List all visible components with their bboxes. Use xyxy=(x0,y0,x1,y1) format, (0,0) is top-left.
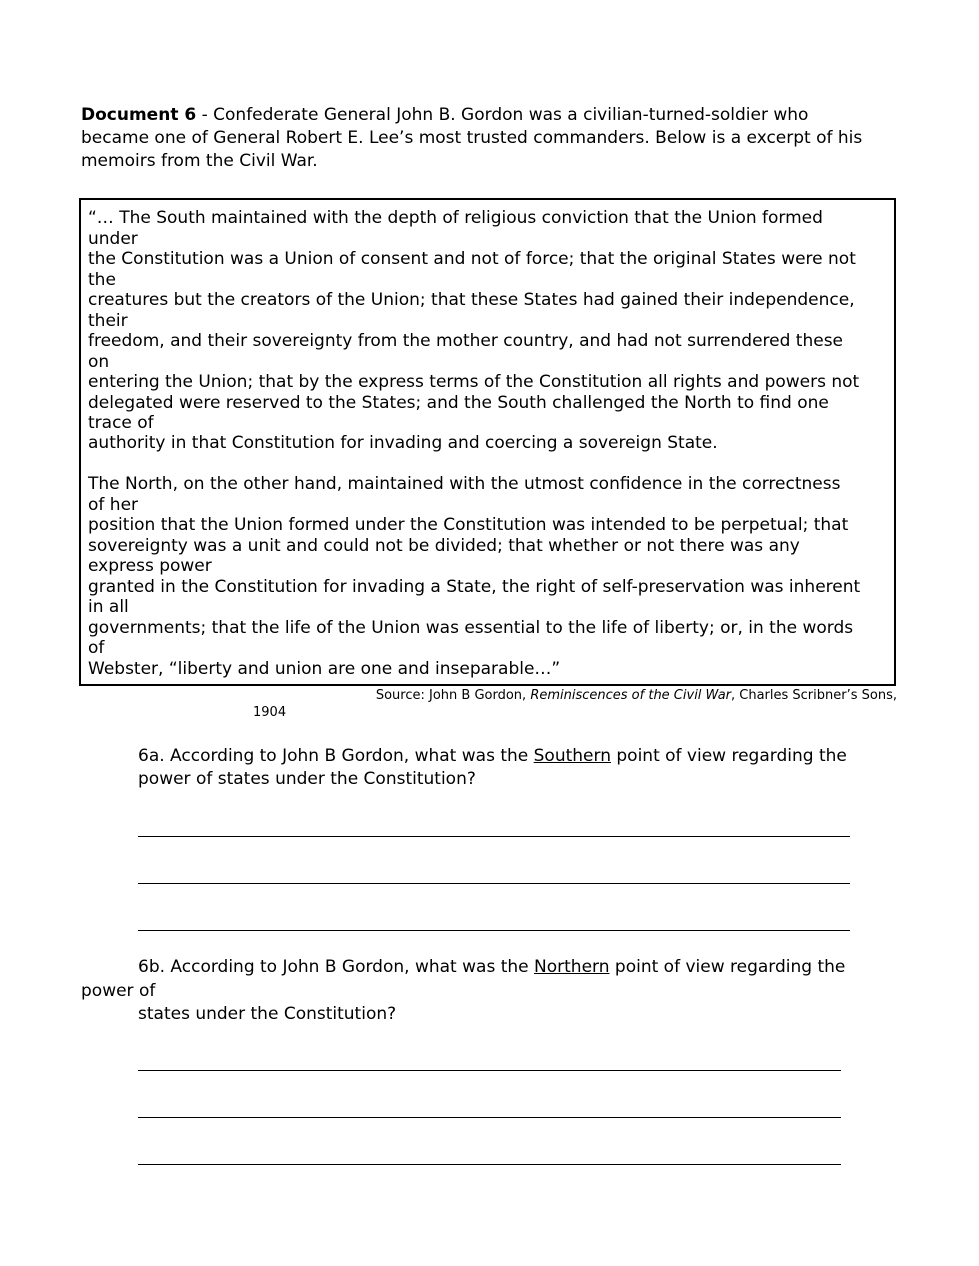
quote-line: of her xyxy=(88,495,139,515)
intro-line-3: memoirs from the Civil War. xyxy=(81,151,318,171)
quote-line: their xyxy=(88,311,128,331)
quote-line: freedom, and their sovereignty from the mother country, and had not surrendered these xyxy=(88,331,844,351)
quote-line: authority in that Constitution for invading and coercing a sovereign State. xyxy=(88,433,718,453)
answer-line-6b-2[interactable] xyxy=(138,1117,841,1118)
question-6b-line-2: power of xyxy=(81,981,156,1001)
answer-line-6a-3[interactable] xyxy=(138,930,850,931)
quote-line: the xyxy=(88,270,116,290)
quote-line: governments; that the life of the Union was essential to the life of liberty; or, in the words xyxy=(88,618,854,638)
question-6a-line-1: 6a. According to John B Gordon, what was the Southern point of view regarding the xyxy=(138,746,847,766)
quote-line: “… The South maintained with the depth of religious conviction that the Union formed xyxy=(88,208,823,228)
answer-line-6a-2[interactable] xyxy=(138,883,850,884)
quote-line: sovereignty was a unit and could not be divided; that whether or not there was any xyxy=(88,536,800,556)
question-6a-line-2: power of states under the Constitution? xyxy=(138,769,476,789)
quote-line: creatures but the creators of the Union; that these States had gained their independence, xyxy=(88,290,855,310)
quote-line: under xyxy=(88,229,138,249)
quote-line: of xyxy=(88,638,105,658)
quote-line: express power xyxy=(88,556,212,576)
emphasis-northern: Northern xyxy=(534,957,610,977)
intro-line-2: became one of General Robert E. Lee’s most trusted commanders. Below is a excerpt of his xyxy=(81,128,863,148)
emphasis-southern: Southern xyxy=(533,746,611,766)
quote-line: on xyxy=(88,352,110,372)
question-6b-line-1: 6b. According to John B Gordon, what was the Northern point of view regarding the xyxy=(138,957,846,977)
answer-line-6b-1[interactable] xyxy=(138,1070,841,1071)
source-title: Reminiscences of the Civil War xyxy=(530,688,731,703)
answer-line-6a-1[interactable] xyxy=(138,836,850,837)
quote-line: the Constitution was a Union of consent and not of force; that the original States were not xyxy=(88,249,856,269)
quote-line: granted in the Constitution for invading a State, the right of self-preservation was inherent xyxy=(88,577,861,597)
source-citation: Source: John B Gordon, Reminiscences of the Civil War, Charles Scribner’s Sons, xyxy=(375,688,897,703)
document-label: Document 6 xyxy=(81,105,197,125)
source-year: 1904 xyxy=(253,705,287,720)
answer-line-6b-3[interactable] xyxy=(138,1164,841,1165)
quote-line: trace of xyxy=(88,413,154,433)
quote-line: The North, on the other hand, maintained with the utmost confidence in the correctness xyxy=(88,474,841,494)
quote-line: Webster, “liberty and union are one and inseparable…” xyxy=(88,659,561,679)
quote-line: position that the Union formed under the Constitution was intended to be perpetual; that xyxy=(88,515,849,535)
quote-line: in all xyxy=(88,597,129,617)
question-6b-line-3: states under the Constitution? xyxy=(138,1004,397,1024)
document-intro xyxy=(81,104,911,173)
intro-line-1: Document 6 - Confederate General John B. Gordon was a civilian-turned-soldier who xyxy=(81,105,809,125)
quote-line: entering the Union; that by the express terms of the Constitution all rights and powers not xyxy=(88,372,860,392)
quote-line: delegated were reserved to the States; and the South challenged the North to find one xyxy=(88,393,829,413)
